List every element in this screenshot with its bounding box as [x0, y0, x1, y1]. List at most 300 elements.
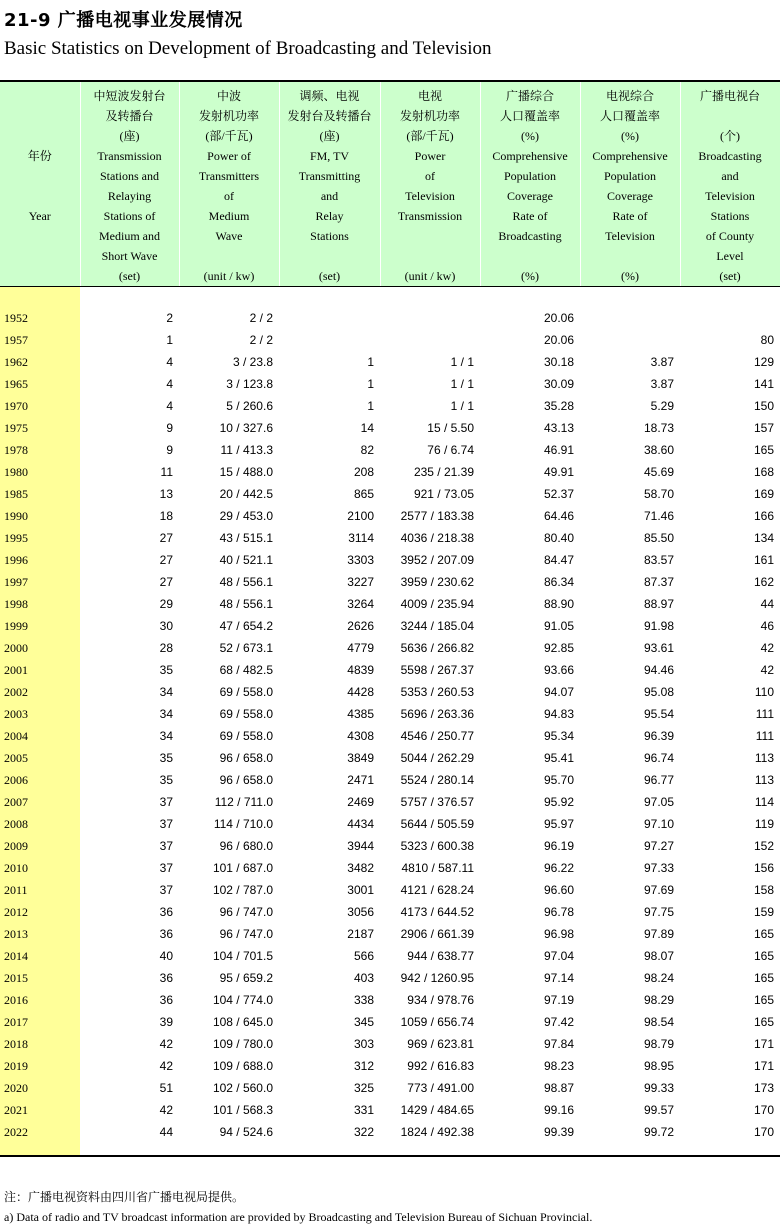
- table-cell: 99.33: [643, 1081, 674, 1095]
- header-line: Rate of: [612, 209, 648, 223]
- year-cell: 1978: [0, 439, 80, 461]
- header-cell-col-2: [179, 81, 279, 287]
- table-cell: 14: [360, 421, 374, 435]
- table-cell: 48 / 556.1: [219, 575, 273, 589]
- table-cell: 4434: [347, 817, 374, 831]
- year-cell: 2017: [0, 1011, 80, 1033]
- header-line: Transmitting: [298, 169, 361, 183]
- table-cell: 80.40: [543, 531, 574, 545]
- table-cell: 42: [159, 1037, 173, 1051]
- table-cell: 29: [159, 597, 173, 611]
- table-cell: 4308: [347, 729, 374, 743]
- table-cell: 4009 / 235.94: [400, 597, 474, 611]
- header-line: Transmission: [97, 149, 162, 163]
- header-line: (unit / kw): [203, 269, 255, 283]
- header-line: and: [721, 169, 739, 183]
- table-cell: 4173 / 644.52: [400, 905, 474, 919]
- table-cell: 4839: [347, 663, 374, 677]
- table-cell: 42: [760, 663, 774, 677]
- table-cell: 1: [367, 355, 374, 369]
- table-cell: 3.87: [650, 355, 674, 369]
- table-cell: 91.05: [543, 619, 574, 633]
- table-cell: 566: [353, 949, 374, 963]
- table-cell: 39: [159, 1015, 173, 1029]
- table-cell: 921 / 73.05: [413, 487, 474, 501]
- table-spacer-cell: [80, 287, 179, 308]
- table-cell: 331: [353, 1103, 374, 1117]
- table-spacer-cell: [580, 1143, 680, 1156]
- header-line: (set): [719, 269, 741, 283]
- table-cell: 95.92: [543, 795, 574, 809]
- table-cell: 3.87: [650, 377, 674, 391]
- table-cell: 40 / 521.1: [219, 553, 273, 567]
- table-cell: 98.23: [543, 1059, 574, 1073]
- table-cell: 312: [353, 1059, 374, 1073]
- year-cell: 2009: [0, 835, 80, 857]
- table-cell: 98.24: [643, 971, 674, 985]
- year-cell: 2020: [0, 1077, 80, 1099]
- table-cell: 2 / 2: [249, 311, 273, 325]
- table-cell: 161: [753, 553, 774, 567]
- table-cell: 94.07: [543, 685, 574, 699]
- table-cell: 96 / 680.0: [219, 839, 273, 853]
- table-cell: 169: [753, 487, 774, 501]
- table-cell: 4428: [347, 685, 374, 699]
- table-cell: 104 / 774.0: [212, 993, 273, 1007]
- year-cell: 2007: [0, 791, 80, 813]
- table-cell: 52.37: [543, 487, 574, 501]
- year-cell: 2008: [0, 813, 80, 835]
- header-line: Power: [414, 149, 446, 163]
- table-row: [0, 637, 780, 659]
- table-cell: 42: [159, 1059, 173, 1073]
- table-cell: 403: [353, 971, 374, 985]
- table-cell: 96.77: [643, 773, 674, 787]
- table-row: [0, 879, 780, 901]
- header-line: 电视: [417, 89, 442, 103]
- table-cell: [279, 329, 380, 351]
- table-cell: 5323 / 600.38: [400, 839, 474, 853]
- table-cell: 4: [166, 355, 173, 369]
- table-cell: 94 / 524.6: [219, 1125, 273, 1139]
- header-line: [683, 106, 778, 126]
- year-cell: 1965: [0, 373, 80, 395]
- table-cell: 96.39: [643, 729, 674, 743]
- table-cell: 134: [753, 531, 774, 545]
- year-cell: 2003: [0, 703, 80, 725]
- table-cell: 99.72: [643, 1125, 674, 1139]
- header-line: of: [224, 189, 234, 203]
- table-cell: 13: [159, 487, 173, 501]
- table-cell: 84.47: [543, 553, 574, 567]
- table-cell: 96.60: [543, 883, 574, 897]
- table-cell: 43 / 515.1: [219, 531, 273, 545]
- header-line: Stations: [710, 209, 750, 223]
- header-line: [2, 126, 78, 146]
- table-cell: 28: [159, 641, 173, 655]
- year-cell: 1980: [0, 461, 80, 483]
- header-line: (set): [318, 269, 341, 283]
- table-cell: 98.87: [543, 1081, 574, 1095]
- table-cell: 85.50: [643, 531, 674, 545]
- table-cell: 34: [159, 685, 173, 699]
- header-line: Year: [28, 209, 51, 223]
- table-cell: 87.37: [643, 575, 674, 589]
- table-cell: 2 / 2: [249, 333, 273, 347]
- header-line: 调频、电视: [299, 89, 360, 103]
- year-cell: 1952: [0, 307, 80, 329]
- year-cell: 2000: [0, 637, 80, 659]
- table-cell: 114 / 710.0: [213, 817, 273, 831]
- table-cell: 27: [159, 553, 173, 567]
- table-cell: 156: [753, 861, 774, 875]
- header-cell-col-7: [680, 81, 780, 287]
- header-line: (%): [621, 269, 639, 283]
- header-line: Short Wave: [101, 249, 158, 263]
- header-line: (%): [621, 129, 639, 143]
- table-cell: 94.83: [543, 707, 574, 721]
- table-row: [0, 923, 780, 945]
- table-cell: [580, 329, 680, 351]
- table-cell: 97.42: [543, 1015, 574, 1029]
- table-cell: 150: [753, 399, 774, 413]
- table-cell: 303: [353, 1037, 374, 1051]
- table-cell: 108 / 645.0: [212, 1015, 273, 1029]
- table-row: [0, 395, 780, 417]
- header-line: Broadcasting: [698, 149, 762, 163]
- table-cell: 111: [755, 729, 774, 743]
- table-spacer-cell: [0, 1143, 80, 1156]
- year-cell: 2015: [0, 967, 80, 989]
- table-cell: 46.91: [543, 443, 574, 457]
- table-cell: 37: [159, 817, 173, 831]
- table-cell: 44: [760, 597, 774, 611]
- table-cell: 96.74: [643, 751, 674, 765]
- table-row: [0, 901, 780, 923]
- table-cell: 96 / 658.0: [219, 751, 273, 765]
- table-cell: 3244 / 185.04: [400, 619, 474, 633]
- table-cell: 4385: [347, 707, 374, 721]
- table-cell: 45.69: [643, 465, 674, 479]
- header-line: [282, 246, 378, 266]
- table-cell: 101 / 687.0: [212, 861, 273, 875]
- year-cell: 1995: [0, 527, 80, 549]
- table-row: [0, 417, 780, 439]
- statistics-table-container: [0, 80, 780, 1157]
- table-cell: 98.95: [643, 1059, 674, 1073]
- table-cell: 9: [166, 443, 173, 457]
- table-cell: 37: [159, 839, 173, 853]
- table-cell: 173: [753, 1081, 774, 1095]
- table-cell: 98.29: [643, 993, 674, 1007]
- table-row: [0, 681, 780, 703]
- table-cell: 96 / 747.0: [219, 927, 273, 941]
- header-line: (部/千瓦): [406, 129, 454, 143]
- table-cell: 36: [159, 927, 173, 941]
- table-cell: 44: [159, 1125, 173, 1139]
- header-line: Level: [716, 249, 744, 263]
- year-cell: 2021: [0, 1099, 80, 1121]
- table-cell: 322: [353, 1125, 374, 1139]
- year-cell: 1996: [0, 549, 80, 571]
- table-cell: 96.22: [543, 861, 574, 875]
- table-cell: 95.41: [543, 751, 574, 765]
- table-row: [0, 505, 780, 527]
- table-cell: 36: [159, 905, 173, 919]
- table-cell: 97.69: [643, 883, 674, 897]
- table-cell: 114: [754, 795, 774, 809]
- table-cell: 69 / 558.0: [219, 685, 273, 699]
- table-cell: 30.09: [543, 377, 574, 391]
- table-cell: 2100: [347, 509, 374, 523]
- table-cell: 865: [353, 487, 374, 501]
- table-cell: 3952 / 207.09: [400, 553, 474, 567]
- table-row: [0, 483, 780, 505]
- table-cell: 97.27: [643, 839, 674, 853]
- table-cell: 95.70: [543, 773, 574, 787]
- table-spacer-cell: [480, 287, 580, 308]
- year-cell: 1999: [0, 615, 80, 637]
- table-cell: 1: [367, 377, 374, 391]
- year-cell: 1957: [0, 329, 80, 351]
- table-cell: 129: [753, 355, 774, 369]
- header-line: Broadcasting: [498, 229, 562, 243]
- table-cell: 157: [753, 421, 774, 435]
- table-cell: 68 / 482.5: [219, 663, 273, 677]
- table-cell: 2: [166, 311, 173, 325]
- table-cell: 101 / 568.3: [212, 1103, 273, 1117]
- table-cell: 102 / 787.0: [212, 883, 273, 897]
- table-cell: 152: [753, 839, 774, 853]
- table-cell: [580, 307, 680, 329]
- table-cell: 15 / 5.50: [427, 421, 474, 435]
- page-title-en: Basic Statistics on Development of Broadcasting and Television: [4, 38, 492, 59]
- year-cell: 2018: [0, 1033, 80, 1055]
- table-cell: 4810 / 587.11: [401, 861, 474, 875]
- table-cell: 96.78: [543, 905, 574, 919]
- table-cell: 3303: [347, 553, 374, 567]
- table-cell: 934 / 978.76: [407, 993, 474, 1007]
- table-cell: 95.54: [643, 707, 674, 721]
- table-cell: 1: [367, 399, 374, 413]
- header-cell-col-6: [580, 81, 680, 287]
- table-row: [0, 373, 780, 395]
- table-cell: 3227: [347, 575, 374, 589]
- table-cell: 5353 / 260.53: [400, 685, 474, 699]
- table-cell: 20.06: [543, 333, 574, 347]
- table-cell: 34: [159, 707, 173, 721]
- table-cell: 99.39: [543, 1125, 574, 1139]
- table-cell: 11 / 413.3: [220, 443, 273, 457]
- table-cell: 95.08: [643, 685, 674, 699]
- table-cell: 2469: [347, 795, 374, 809]
- table-cell: 97.75: [643, 905, 674, 919]
- table-cell: 165: [753, 971, 774, 985]
- table-cell: 97.14: [543, 971, 574, 985]
- header-line: [2, 166, 78, 186]
- year-cell: 2002: [0, 681, 80, 703]
- table-cell: 92.85: [543, 641, 574, 655]
- table-cell: 40: [159, 949, 173, 963]
- header-line: Transmitters: [198, 169, 260, 183]
- table-spacer-cell: [680, 287, 780, 308]
- table-cell: 235 / 21.39: [413, 465, 474, 479]
- table-cell: 3944: [347, 839, 374, 853]
- table-cell: 165: [753, 993, 774, 1007]
- table-cell: 773 / 491.00: [407, 1081, 474, 1095]
- table-cell: 113: [754, 751, 774, 765]
- table-spacer-cell: [580, 287, 680, 308]
- table-cell: 3849: [347, 751, 374, 765]
- header-line: (set): [118, 269, 141, 283]
- table-cell: 4: [166, 399, 173, 413]
- header-line: (个): [720, 129, 740, 143]
- table-cell: 98.79: [643, 1037, 674, 1051]
- table-cell: 1 / 1: [450, 399, 474, 413]
- year-cell: 2022: [0, 1121, 80, 1143]
- table-cell: 5 / 260.6: [226, 399, 273, 413]
- header-line: Stations of: [103, 209, 156, 223]
- table-cell: 3959 / 230.62: [400, 575, 474, 589]
- year-cell: 2001: [0, 659, 80, 681]
- table-row: [0, 307, 780, 329]
- header-line: Stations and: [100, 169, 159, 183]
- table-cell: 1: [166, 333, 173, 347]
- table-row: [0, 945, 780, 967]
- table-cell: 96.19: [543, 839, 574, 853]
- table-cell: 170: [753, 1103, 774, 1117]
- table-cell: 88.90: [543, 597, 574, 611]
- table-cell: 11: [160, 465, 173, 479]
- table-cell: 165: [753, 927, 774, 941]
- table-row: [0, 549, 780, 571]
- header-line: Relaying: [107, 189, 152, 203]
- header-line: Population: [503, 169, 556, 183]
- table-cell: 96 / 747.0: [219, 905, 273, 919]
- table-cell: 80: [760, 333, 774, 347]
- table-cell: 5696 / 263.36: [400, 707, 474, 721]
- table-cell: 95.34: [543, 729, 574, 743]
- table-cell: 5524 / 280.14: [400, 773, 474, 787]
- table-cell: 49.91: [543, 465, 574, 479]
- table-cell: 1 / 1: [450, 377, 474, 391]
- table-cell: 208: [353, 465, 374, 479]
- header-line: Television: [705, 189, 755, 203]
- table-cell: 969 / 623.81: [407, 1037, 474, 1051]
- table-cell: 97.10: [643, 817, 674, 831]
- table-cell: 109 / 780.0: [212, 1037, 273, 1051]
- table-cell: 30.18: [543, 355, 574, 369]
- table-cell: 43.13: [543, 421, 574, 435]
- header-line: 电视综合: [605, 89, 654, 103]
- table-cell: 37: [159, 861, 173, 875]
- header-line: (座): [319, 129, 340, 143]
- table-cell: 102 / 560.0: [212, 1081, 273, 1095]
- table-row: [0, 351, 780, 373]
- table-spacer-cell: [480, 1143, 580, 1156]
- table-cell: 42: [159, 1103, 173, 1117]
- header-cell-col-5: [480, 81, 580, 287]
- header-line: Population: [603, 169, 656, 183]
- table-spacer-cell: [279, 1143, 380, 1156]
- table-cell: 3 / 123.8: [226, 377, 273, 391]
- table-cell: 119: [754, 817, 774, 831]
- table-cell: 166: [753, 509, 774, 523]
- table-cell: 97.04: [543, 949, 574, 963]
- header-line: [383, 226, 478, 246]
- table-cell: 71.46: [643, 509, 674, 523]
- table-cell: 37: [159, 795, 173, 809]
- table-cell: 159: [753, 905, 774, 919]
- table-cell: 3114: [348, 531, 374, 545]
- table-spacer-cell: [179, 287, 279, 308]
- table-cell: 36: [159, 993, 173, 1007]
- header-line: Comprehensive: [592, 149, 668, 163]
- table-cell: 18: [159, 509, 173, 523]
- table-cell: 93.66: [543, 663, 574, 677]
- header-line: 及转播台: [105, 109, 154, 123]
- table-row: [0, 703, 780, 725]
- table-cell: [680, 307, 780, 329]
- table-cell: 48 / 556.1: [219, 597, 273, 611]
- year-cell: 2006: [0, 769, 80, 791]
- table-cell: 98.07: [643, 949, 674, 963]
- table-cell: 58.70: [643, 487, 674, 501]
- table-row: [0, 725, 780, 747]
- table-cell: 5636 / 266.82: [400, 641, 474, 655]
- table-row: [0, 659, 780, 681]
- table-cell: 2187: [347, 927, 374, 941]
- table-row: [0, 1077, 780, 1099]
- table-cell: 165: [753, 1015, 774, 1029]
- year-cell: 1975: [0, 417, 80, 439]
- header-line: Power of: [207, 149, 251, 163]
- header-line: 发射机功率: [399, 109, 460, 123]
- header-line: 年份: [27, 149, 52, 163]
- year-cell: 1990: [0, 505, 80, 527]
- table-cell: 97.33: [643, 861, 674, 875]
- table-cell: 3056: [347, 905, 374, 919]
- year-cell: 1962: [0, 351, 80, 373]
- header-line: [2, 106, 78, 126]
- table-cell: 168: [753, 465, 774, 479]
- year-cell: 1998: [0, 593, 80, 615]
- table-cell: 47 / 654.2: [219, 619, 273, 633]
- table-cell: 5644 / 505.59: [400, 817, 474, 831]
- table-cell: 97.89: [643, 927, 674, 941]
- table-spacer-cell: [179, 1143, 279, 1156]
- table-cell: 162: [753, 575, 774, 589]
- table-cell: 94.46: [643, 663, 674, 677]
- year-cell: 2014: [0, 945, 80, 967]
- table-cell: 46: [760, 619, 774, 633]
- table-cell: 64.46: [543, 509, 574, 523]
- table-spacer-row: [0, 287, 780, 308]
- year-cell: 2019: [0, 1055, 80, 1077]
- table-spacer-cell: [80, 1143, 179, 1156]
- header-cell-col-4: [380, 81, 480, 287]
- header-line: Stations: [310, 229, 349, 243]
- header-line: [383, 246, 478, 266]
- table-row: [0, 989, 780, 1011]
- table-cell: 35: [159, 773, 173, 787]
- year-cell: 2010: [0, 857, 80, 879]
- table-cell: 3482: [347, 861, 374, 875]
- table-row: [0, 813, 780, 835]
- table-cell: 35: [159, 663, 173, 677]
- table-row: [0, 769, 780, 791]
- header-line: FM, TV: [309, 149, 350, 163]
